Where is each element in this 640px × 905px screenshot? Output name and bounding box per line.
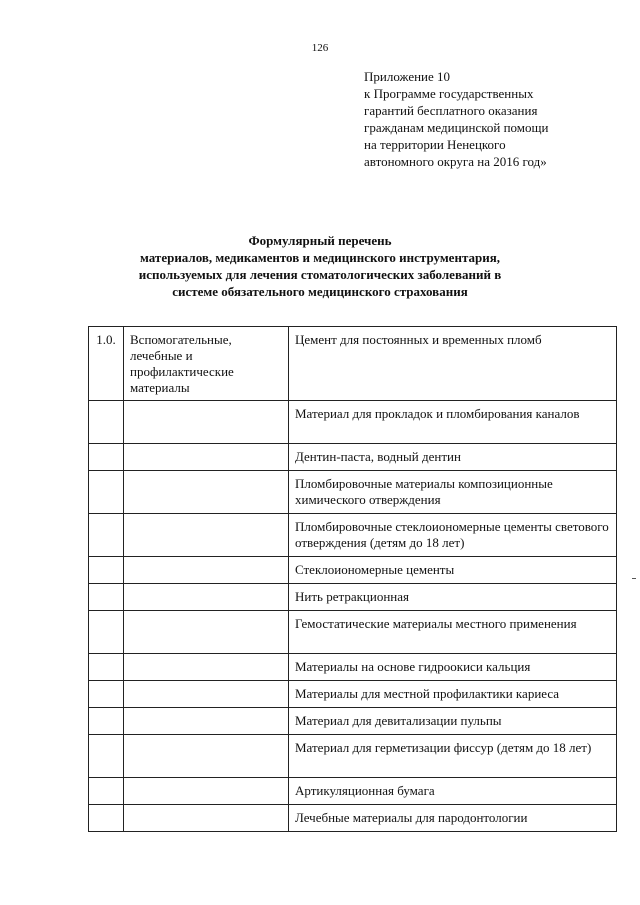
section-number-cell (89, 471, 124, 514)
table-row (89, 778, 617, 805)
page-number: 126 (311, 42, 329, 54)
section-number-cell (89, 557, 124, 584)
item-cell: Цемент для постоянных и временных пломб (289, 327, 617, 401)
section-number-cell: 1.0. (89, 327, 124, 401)
table-row (89, 557, 617, 584)
section-name-cell (124, 557, 289, 584)
item-cell: Дентин-паста, водный дентин (289, 444, 617, 471)
section-number-cell (89, 401, 124, 444)
item-cell: Пломбировочные материалы композиционные химического отверждения (289, 471, 617, 514)
section-number-cell (89, 805, 124, 832)
section-name-cell (124, 584, 289, 611)
item-cell: Нить ретракционная (289, 584, 617, 611)
table-row (89, 708, 617, 735)
appendix-note (364, 68, 624, 170)
appendix-line: к Программе государственных (364, 86, 534, 101)
item-cell: Материалы на основе гидроокиси кальция (289, 654, 617, 681)
item-cell: Стеклоиономерные цементы (289, 557, 617, 584)
table-row (89, 401, 617, 444)
section-number-cell (89, 654, 124, 681)
section-number-cell (89, 514, 124, 557)
table-row (89, 805, 617, 832)
title-line: Формулярный перечень (248, 233, 392, 248)
section-name-cell (124, 401, 289, 444)
document-title (80, 232, 560, 300)
title-line: материалов, медикаментов и медицинского инструментария, (140, 250, 500, 265)
section-name-cell (124, 471, 289, 514)
item-cell: Гемостатические материалы местного применения (289, 611, 617, 654)
section-number-cell (89, 584, 124, 611)
scan-mark (632, 578, 636, 579)
section-number-cell (89, 611, 124, 654)
appendix-line: Приложение 10 (364, 69, 451, 84)
section-name-cell (124, 514, 289, 557)
appendix-line: гражданам медицинской помощи (364, 120, 549, 135)
section-name-cell: Вспомогательные, лечебные и профилактические материалы (124, 327, 289, 401)
section-number-cell (89, 681, 124, 708)
section-name-cell (124, 805, 289, 832)
section-number-cell (89, 444, 124, 471)
appendix-line: автономного округа на 2016 год» (364, 154, 547, 169)
table-row (89, 681, 617, 708)
section-name-cell (124, 611, 289, 654)
table-row (89, 611, 617, 654)
item-cell: Материал для девитализации пульпы (289, 708, 617, 735)
table-row (89, 444, 617, 471)
item-cell: Материал для герметизации фиссур (детям до 18 лет) (289, 735, 617, 778)
section-name-cell (124, 654, 289, 681)
table-row (89, 327, 617, 401)
item-cell: Материал для прокладок и пломбирования каналов (289, 401, 617, 444)
title-line: системе обязательного медицинского страхования (172, 284, 468, 299)
table-row (89, 584, 617, 611)
section-name-cell (124, 681, 289, 708)
formulary-table (88, 326, 617, 832)
appendix-line: гарантий бесплатного оказания (364, 103, 538, 118)
item-cell: Лечебные материалы для пародонтологии (289, 805, 617, 832)
section-number-cell (89, 778, 124, 805)
table-row (89, 735, 617, 778)
item-cell: Материалы для местной профилактики кариеса (289, 681, 617, 708)
section-name-cell (124, 708, 289, 735)
section-number-cell (89, 708, 124, 735)
section-name-cell (124, 778, 289, 805)
table-row (89, 471, 617, 514)
section-number-cell (89, 735, 124, 778)
section-name-cell (124, 735, 289, 778)
table-row (89, 514, 617, 557)
appendix-line: на территории Ненецкого (364, 137, 506, 152)
title-line: используемых для лечения стоматологических заболеваний в (138, 267, 502, 282)
item-cell: Артикуляционная бумага (289, 778, 617, 805)
table-row (89, 654, 617, 681)
section-name-cell (124, 444, 289, 471)
item-cell: Пломбировочные стеклоиономерные цементы светового отверждения (детям до 18 лет) (289, 514, 617, 557)
